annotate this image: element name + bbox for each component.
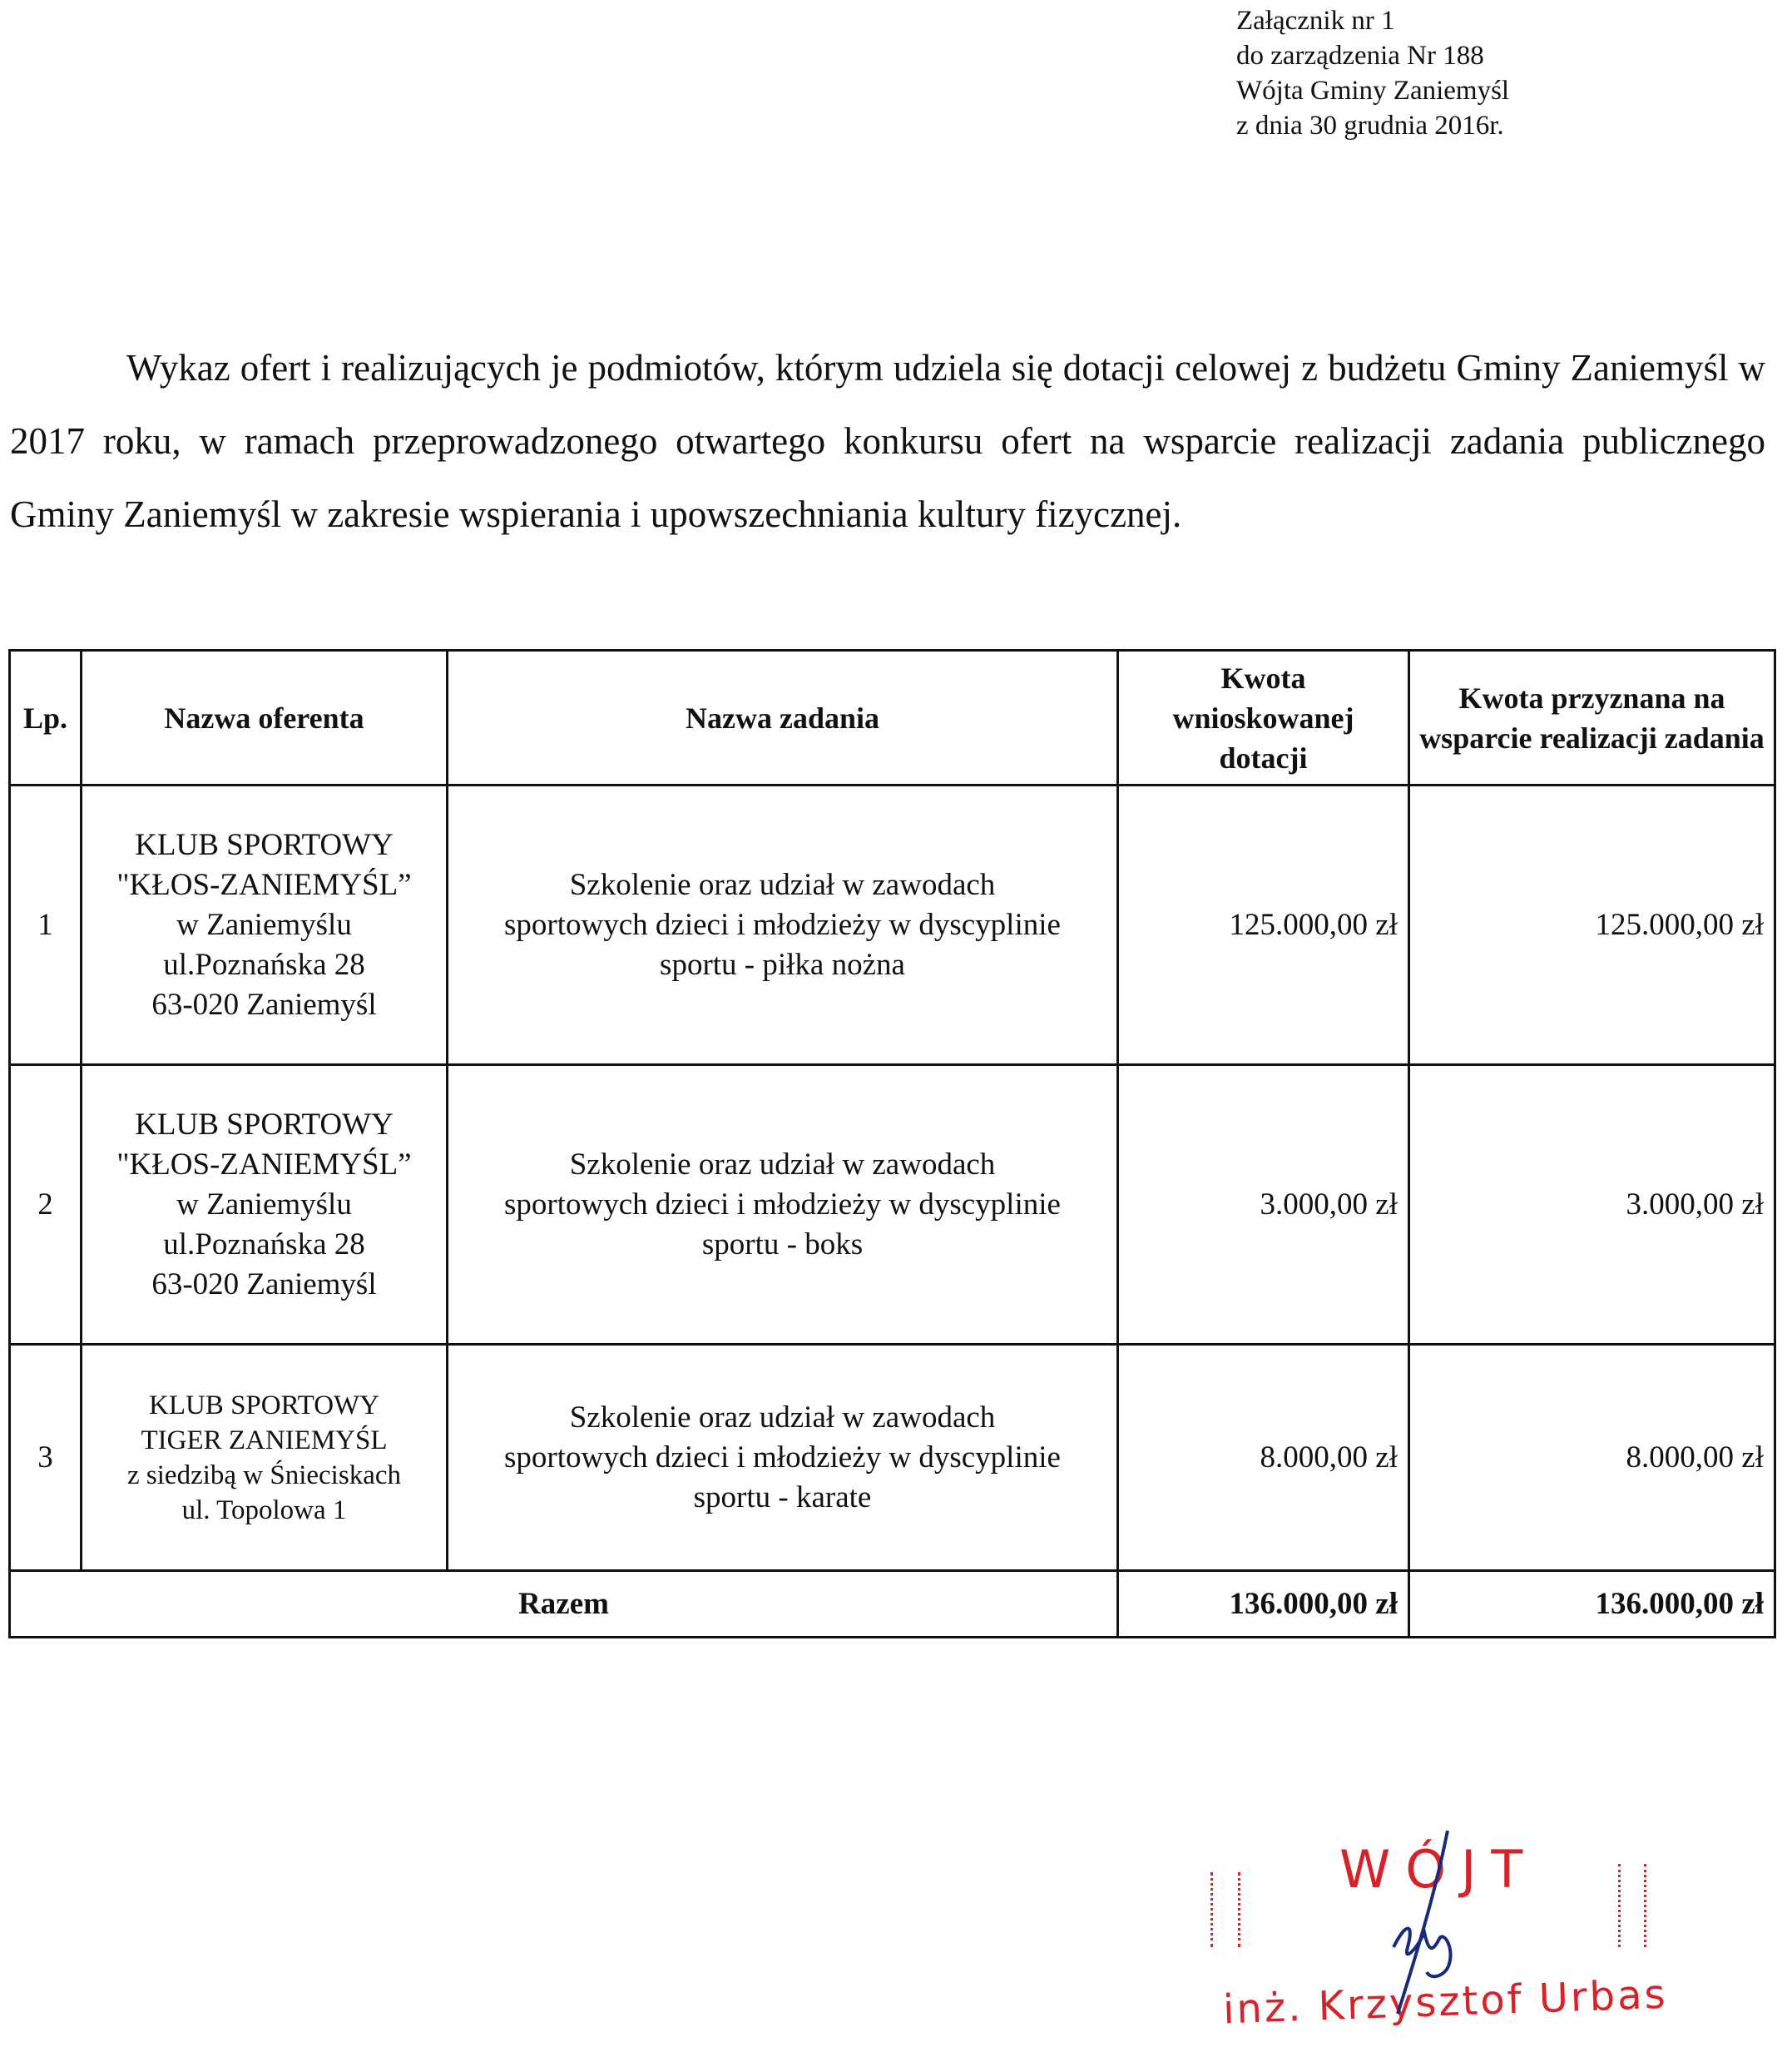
total-granted: 136.000,00 zł xyxy=(1409,1571,1775,1638)
intro-paragraph: Wykaz ofert i realizujących je podmiotów, którym udziela się dotacji celowej z budżetu Gminy Zaniemyśl w 2017 roku, w ramach przeprowadzonego otwartego konkursu ofert na wsparcie realizacji zadania publicznego Gminy Zaniemyśl w zakresie wspierania i upowszechniania kultury fizycznej. xyxy=(10,347,1765,535)
table-row xyxy=(10,786,1775,1065)
name-line: ul.Poznańska 28 xyxy=(163,1227,365,1261)
signature-drawing xyxy=(1348,1822,1481,2022)
stamp-name: inż. Krzysztof Urbas xyxy=(1222,1970,1669,2034)
task-line: sportu - piłka nożna xyxy=(660,947,905,982)
header-granted: Kwota przyznana na wsparcie realizacji zadania xyxy=(1409,651,1775,786)
table-row xyxy=(10,1065,1775,1345)
cell-requested: 8.000,00 zł xyxy=(1118,1345,1409,1571)
stamp-mark-left xyxy=(1210,1872,1240,1947)
name-line: w Zaniemyślu xyxy=(176,1187,352,1222)
stamp-title: WÓJT xyxy=(1339,1839,1538,1900)
annex-header xyxy=(1236,3,1509,143)
cell-lp: 3 xyxy=(10,1345,82,1571)
table-header-row xyxy=(10,651,1775,786)
name-line: KLUB SPORTOWY xyxy=(135,1107,394,1142)
cell-task xyxy=(448,786,1118,1065)
cell-name xyxy=(82,786,448,1065)
grants-table xyxy=(8,649,1776,1638)
task-line: Szkolenie oraz udział w zawodach xyxy=(569,867,996,902)
cell-lp: 1 xyxy=(10,786,82,1065)
name-line: 63-020 Zaniemyśl xyxy=(151,987,377,1022)
name-line: w Zaniemyślu xyxy=(176,907,352,942)
table-row xyxy=(10,1345,1775,1571)
task-line: sportowych dzieci i młodzieży w dyscyplinie xyxy=(504,1440,1061,1475)
header-task: Nazwa zadania xyxy=(448,651,1118,786)
cell-name xyxy=(82,1065,448,1345)
cell-requested: 3.000,00 zł xyxy=(1118,1065,1409,1345)
cell-task xyxy=(448,1065,1118,1345)
task-line: sportowych dzieci i młodzieży w dyscyplinie xyxy=(504,1187,1061,1222)
cell-requested: 125.000,00 zł xyxy=(1118,786,1409,1065)
name-line: 63-020 Zaniemyśl xyxy=(151,1266,377,1301)
name-line: KLUB SPORTOWY xyxy=(148,1390,380,1420)
task-line: sportu - karate xyxy=(693,1480,872,1514)
annex-line-2: do zarządzenia Nr 188 xyxy=(1236,41,1484,71)
task-line: Szkolenie oraz udział w zawodach xyxy=(569,1147,996,1182)
name-line: ul.Poznańska 28 xyxy=(163,947,365,982)
name-line: KLUB SPORTOWY xyxy=(135,827,394,862)
name-line: "KŁOS-ZANIEMYŚL” xyxy=(116,1147,412,1182)
cell-granted: 3.000,00 zł xyxy=(1409,1065,1775,1345)
total-label: Razem xyxy=(10,1571,1118,1638)
name-line: ul. Topolowa 1 xyxy=(181,1494,347,1525)
task-line: sportowych dzieci i młodzieży w dyscyplinie xyxy=(504,907,1061,942)
annex-line-4: z dnia 30 grudnia 2016r. xyxy=(1236,111,1504,141)
name-line: z siedzibą w Śnieciskach xyxy=(127,1460,401,1490)
stamp-mark-right xyxy=(1618,1864,1646,1947)
cell-granted: 8.000,00 zł xyxy=(1409,1345,1775,1571)
cell-name xyxy=(82,1345,448,1571)
header-requested: Kwota wnioskowanej dotacji xyxy=(1118,651,1409,786)
cell-granted: 125.000,00 zł xyxy=(1409,786,1775,1065)
header-lp: Lp. xyxy=(10,651,82,786)
annex-line-1: Załącznik nr 1 xyxy=(1236,6,1395,36)
name-line: TIGER ZANIEMYŚL xyxy=(141,1425,388,1455)
name-line: "KŁOS-ZANIEMYŚL” xyxy=(116,867,412,902)
header-name: Nazwa oferenta xyxy=(82,651,448,786)
cell-lp: 2 xyxy=(10,1065,82,1345)
cell-task xyxy=(448,1345,1118,1571)
total-requested: 136.000,00 zł xyxy=(1118,1571,1409,1638)
task-line: Szkolenie oraz udział w zawodach xyxy=(569,1400,996,1435)
task-line: sportu - boks xyxy=(701,1227,864,1261)
total-row xyxy=(10,1571,1775,1638)
annex-line-3: Wójta Gminy Zaniemyśl xyxy=(1236,76,1510,106)
